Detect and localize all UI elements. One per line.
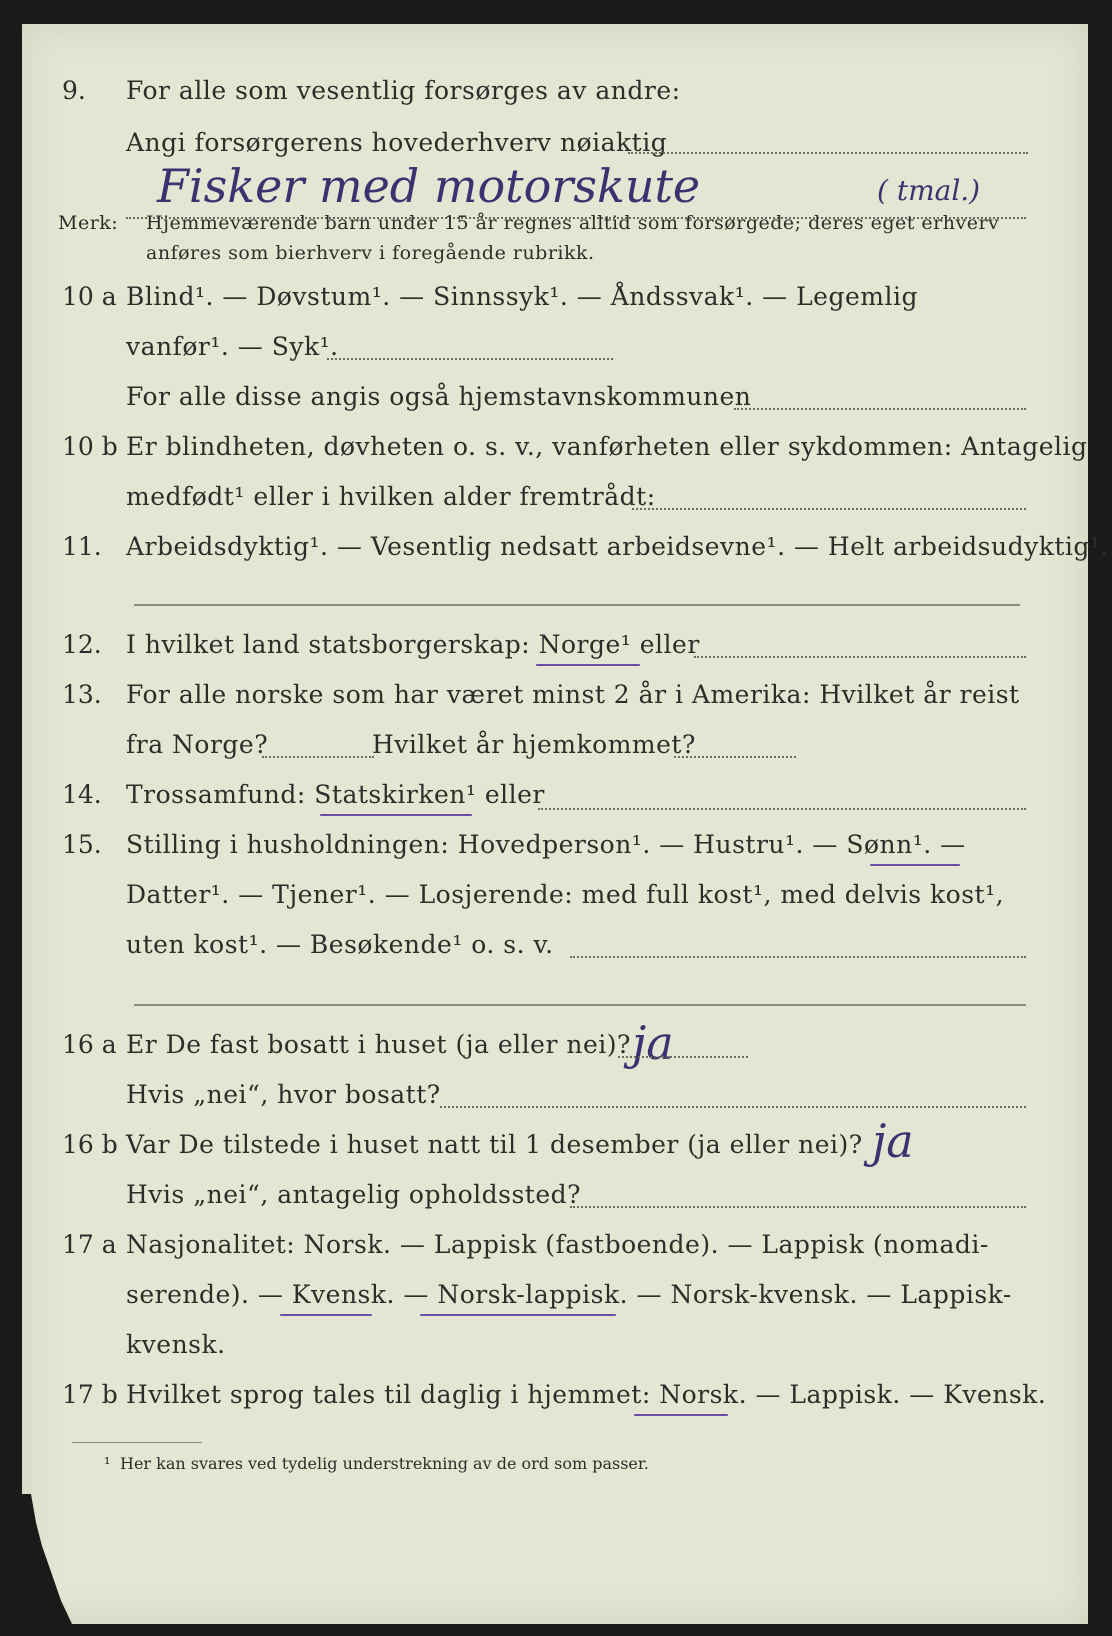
q10b-line2: medfødt¹ eller i hvilken alder fremtrådt:: [126, 482, 656, 511]
q16a-line2: Hvis „nei“, hvor bosatt?: [126, 1080, 441, 1109]
footnote-text: Her kan svares ved tydelig understrekning av de ord som passer.: [120, 1454, 649, 1473]
question-number-13: 13.: [62, 680, 102, 709]
q10a-line1: Blind¹. — Døvstum¹. — Sinnssyk¹. — Åndssvak¹. — Legemlig: [126, 282, 918, 311]
q10a-hjemstavn-dotted-line: [734, 408, 1026, 410]
q14-underline-statskirken: [320, 814, 472, 816]
footnote-mark: ¹: [104, 1454, 111, 1473]
question-number-11: 11.: [62, 532, 102, 561]
census-form-page: [22, 24, 1109, 1624]
q9-line2: Angi forsørgerens hovederhverv nøiaktig: [126, 128, 668, 157]
merk-label: Merk:: [58, 212, 119, 234]
q10a-dotted-line: [327, 358, 613, 360]
question-number-10b: 10 b: [62, 432, 118, 461]
q17b-underline-norsk: [634, 1414, 728, 1416]
q17b-line1: Hvilket sprog tales til daglig i hjemmet: Norsk. — Lappisk. — Kvensk.: [126, 1380, 1047, 1409]
question-number-15: 15.: [62, 830, 102, 859]
question-number-16a: 16 a: [62, 1030, 117, 1059]
q17a-line2: serende). — Kvensk. — Norsk-lappisk. — Norsk-kvensk. — Lappisk-: [126, 1280, 1012, 1309]
q15-dotted-line: [570, 956, 1026, 958]
q16a-dotted-line: [618, 1056, 748, 1058]
merk-line2: anføres som bierhverv i foregående rubrikk.: [146, 242, 595, 264]
q14-line1: Trossamfund: Statskirken¹ eller: [126, 780, 545, 809]
q10b-line1: Er blindheten, døvheten o. s. v., vanførheten eller sykdommen: Antagelig: [126, 432, 1088, 461]
q16b-dotted-line: [570, 1206, 1026, 1208]
q16b-handwritten-answer[interactable]: ja: [872, 1114, 914, 1168]
q9-dotted-line: [628, 152, 1028, 154]
question-number-17b: 17 b: [62, 1380, 118, 1409]
footnote-rule: [72, 1442, 202, 1443]
q14-dotted-line: [538, 808, 1026, 810]
q9-line1: For alle som vesentlig forsørges av andre:: [126, 76, 681, 105]
question-number-16b: 16 b: [62, 1130, 118, 1159]
q16a-line1: Er De fast bosatt i huset (ja eller nei)?: [126, 1030, 631, 1059]
torn-corner: [22, 1494, 72, 1624]
q9-handwritten-answer-tail: ( tmal.): [877, 174, 981, 207]
q15-line3: uten kost¹. — Besøkende¹ o. s. v.: [126, 930, 554, 959]
q13-line2b: Hvilket år hjemkommet?: [372, 730, 696, 759]
q12-dotted-line: [694, 656, 1026, 658]
q10a-line3: For alle disse angis også hjemstavnskommunen: [126, 382, 752, 411]
q13-reist-dotted-line: [262, 756, 374, 758]
q13-line1: For alle norske som har været minst 2 år i Amerika: Hvilket år reist: [126, 680, 1020, 709]
q13-hjemkommet-dotted-line: [674, 756, 796, 758]
q12-underline-norge: [536, 664, 640, 666]
q15-line1: Stilling i husholdningen: Hovedperson¹. — Hustru¹. — Sønn¹. —: [126, 830, 966, 859]
q16a-bosatt-dotted-line: [440, 1106, 1026, 1108]
q10a-line2: vanfør¹. — Syk¹.: [126, 332, 339, 361]
q9-handwritten-answer[interactable]: Fisker med motorskute: [157, 159, 701, 213]
q16a-handwritten-answer[interactable]: ja: [632, 1016, 674, 1070]
question-number-12: 12.: [62, 630, 102, 659]
q11-line1: Arbeidsdyktig¹. — Vesentlig nedsatt arbeidsevne¹. — Helt arbeidsudyktig¹.: [126, 532, 1109, 561]
q17a-line3: kvensk.: [126, 1330, 226, 1359]
q15-underline-sonn: [870, 864, 960, 866]
question-number-14: 14.: [62, 780, 102, 809]
q11-answer-line: [134, 604, 1020, 606]
q17a-line1: Nasjonalitet: Norsk. — Lappisk (fastboende). — Lappisk (nomadi-: [126, 1230, 989, 1259]
question-number-17a: 17 a: [62, 1230, 117, 1259]
q16b-line1: Var De tilstede i huset natt til 1 desember (ja eller nei)?: [126, 1130, 863, 1159]
q12-line1: I hvilket land statsborgerskap: Norge¹ eller: [126, 630, 700, 659]
q17a-underline-kvensk: [280, 1314, 372, 1316]
question-number-9: 9.: [62, 76, 86, 105]
merk-line1: Hjemmeværende barn under 15 år regnes alltid som forsørgede; deres eget erhverv: [146, 212, 1000, 234]
q15-line2: Datter¹. — Tjener¹. — Losjerende: med full kost¹, med delvis kost¹,: [126, 880, 1005, 909]
q16b-line2: Hvis „nei“, antagelig opholdssted?: [126, 1180, 582, 1209]
q13-line2a: fra Norge?: [126, 730, 269, 759]
q15-answer-line: [134, 1004, 1026, 1006]
q10b-dotted-line: [632, 508, 1026, 510]
q17a-underline-norsk-lappisk: [420, 1314, 616, 1316]
question-number-10a: 10 a: [62, 282, 117, 311]
